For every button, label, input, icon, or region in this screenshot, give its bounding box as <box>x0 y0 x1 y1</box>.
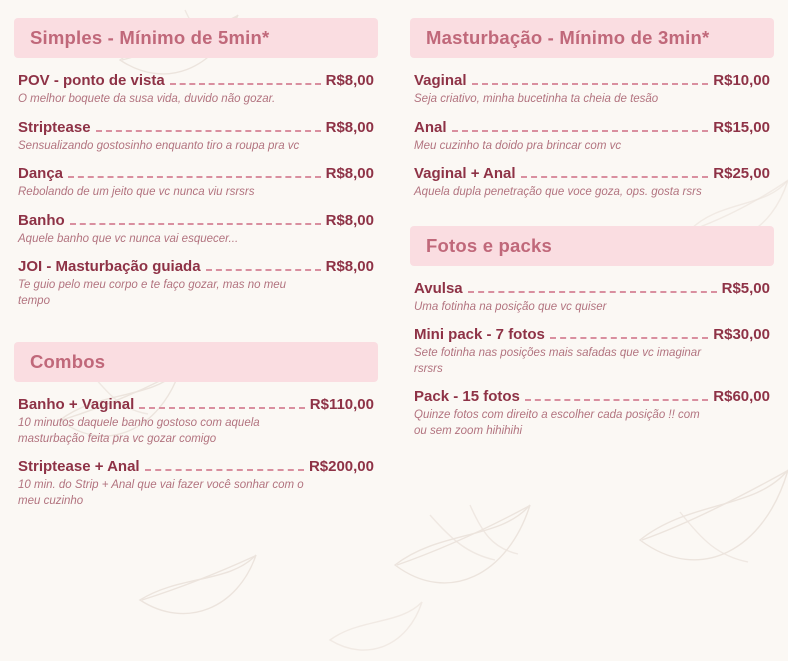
item-line <box>414 119 770 137</box>
item-line <box>18 458 374 476</box>
section-fotos <box>410 226 774 440</box>
section-items-masturbacao <box>410 72 774 201</box>
item-name: Vaginal <box>414 72 467 89</box>
item-name: Vaginal + Anal <box>414 165 516 183</box>
list-item <box>414 280 770 316</box>
list-item <box>18 165 374 201</box>
leader-dots <box>472 82 709 85</box>
item-price: R$60,00 <box>713 388 770 406</box>
item-description: 10 minutos daquele banho gostoso com aquela masturbação feita pra vc gozar comigo <box>18 417 260 445</box>
list-item <box>414 326 770 377</box>
section-items-simples <box>14 72 378 309</box>
item-price: R$15,00 <box>713 118 770 136</box>
item-line <box>414 280 770 298</box>
item-name: Avulsa <box>414 279 463 297</box>
item-price: R$8,00 <box>325 165 374 183</box>
leader-dots <box>68 175 321 178</box>
leader-dots <box>145 468 304 471</box>
leader-dots <box>206 268 321 271</box>
item-description: Rebolando de um jeito que vc nunca viu rsrsrs <box>18 186 255 199</box>
item-name: JOI - Masturbação guiada <box>18 258 201 276</box>
leader-dots <box>70 222 321 225</box>
list-item <box>414 165 770 201</box>
item-price: R$5,00 <box>721 279 770 297</box>
section-header-fotos <box>410 226 774 266</box>
right-column <box>394 18 774 656</box>
item-name: Banho + Vaginal <box>18 396 135 414</box>
item-name: POV - ponto de vista <box>18 72 165 89</box>
item-price: R$8,00 <box>325 211 374 229</box>
leader-dots <box>452 129 709 132</box>
list-item <box>414 72 770 108</box>
item-line <box>18 258 374 276</box>
item-description: O melhor boquete da susa vida, duvido não gozar. <box>18 93 276 105</box>
item-name: Mini pack - 7 fotos <box>414 326 545 344</box>
list-item <box>18 119 374 155</box>
leader-dots <box>139 406 304 409</box>
item-price: R$8,00 <box>325 258 374 276</box>
item-line <box>18 165 374 183</box>
item-price: R$30,00 <box>713 326 770 344</box>
section-spacer <box>14 320 378 342</box>
list-item <box>414 119 770 155</box>
item-description: Uma fotinha na posição que vc quiser <box>414 300 607 313</box>
leader-dots <box>550 336 708 339</box>
item-line <box>18 119 374 137</box>
item-description: Aquela dupla penetração que voce goza, ops. gosta rsrs <box>414 186 702 199</box>
item-description: Meu cuzinho ta doido pra brincar com vc <box>414 139 622 152</box>
item-name: Banho <box>18 211 65 229</box>
section-header-masturbacao <box>410 18 774 58</box>
section-title: Masturbação - Mínimo de 3min* <box>426 27 710 48</box>
item-description: Seja criativo, minha bucetinha ta cheia de tesão <box>414 93 659 105</box>
item-price: R$25,00 <box>713 165 770 183</box>
leader-dots <box>468 290 717 293</box>
item-description: Sete fotinha nas posições mais safadas que vc imaginar rsrsrs <box>414 347 702 375</box>
item-price: R$200,00 <box>308 458 374 476</box>
section-spacer <box>410 212 774 226</box>
item-description: Sensualizando gostosinho enquanto tiro a roupa pra vc <box>18 139 300 152</box>
leader-dots <box>521 175 709 178</box>
leader-dots <box>525 398 708 401</box>
section-header-simples <box>14 18 378 58</box>
section-masturbacao <box>410 18 774 201</box>
section-title: Combos <box>30 351 106 373</box>
item-name: Anal <box>414 118 447 136</box>
list-item <box>18 212 374 248</box>
item-name: Dança <box>18 165 64 183</box>
section-combos <box>14 342 378 509</box>
list-item <box>18 258 374 309</box>
item-description: Te guio pelo meu corpo e te faço gozar, mas no meu tempo <box>18 279 287 307</box>
item-line <box>18 72 374 90</box>
item-line <box>18 396 374 414</box>
item-line <box>414 388 770 406</box>
section-items-fotos <box>410 280 774 440</box>
section-items-combos <box>14 396 378 509</box>
list-item <box>18 396 374 447</box>
leader-dots <box>96 129 321 132</box>
section-title: Fotos e packs <box>426 234 552 256</box>
item-price: R$10,00 <box>713 72 770 89</box>
item-description: Quinze fotos com direito a escolher cada posição !! com ou sem zoom hihihihi <box>414 409 700 437</box>
section-header-combos <box>14 342 378 382</box>
item-name: Pack - 15 fotos <box>414 388 520 406</box>
item-line <box>18 212 374 230</box>
item-price: R$8,00 <box>325 72 374 89</box>
item-description: 10 min. do Strip + Anal que vai fazer você sonhar com o meu cuzinho <box>18 479 304 507</box>
list-item <box>414 388 770 439</box>
item-description: Aquele banho que vc nunca vai esquecer... <box>18 232 239 245</box>
item-line <box>414 72 770 90</box>
leader-dots <box>170 82 321 85</box>
item-line <box>414 165 770 183</box>
list-item <box>18 458 374 509</box>
left-column <box>14 18 394 656</box>
section-title: Simples - Mínimo de 5min* <box>30 27 270 48</box>
item-name: Striptease <box>18 118 91 136</box>
item-name: Striptease + Anal <box>18 458 140 476</box>
section-simples <box>14 18 378 309</box>
item-price: R$110,00 <box>309 396 374 414</box>
item-line <box>414 326 770 344</box>
item-price: R$8,00 <box>325 118 374 136</box>
list-item <box>18 72 374 108</box>
